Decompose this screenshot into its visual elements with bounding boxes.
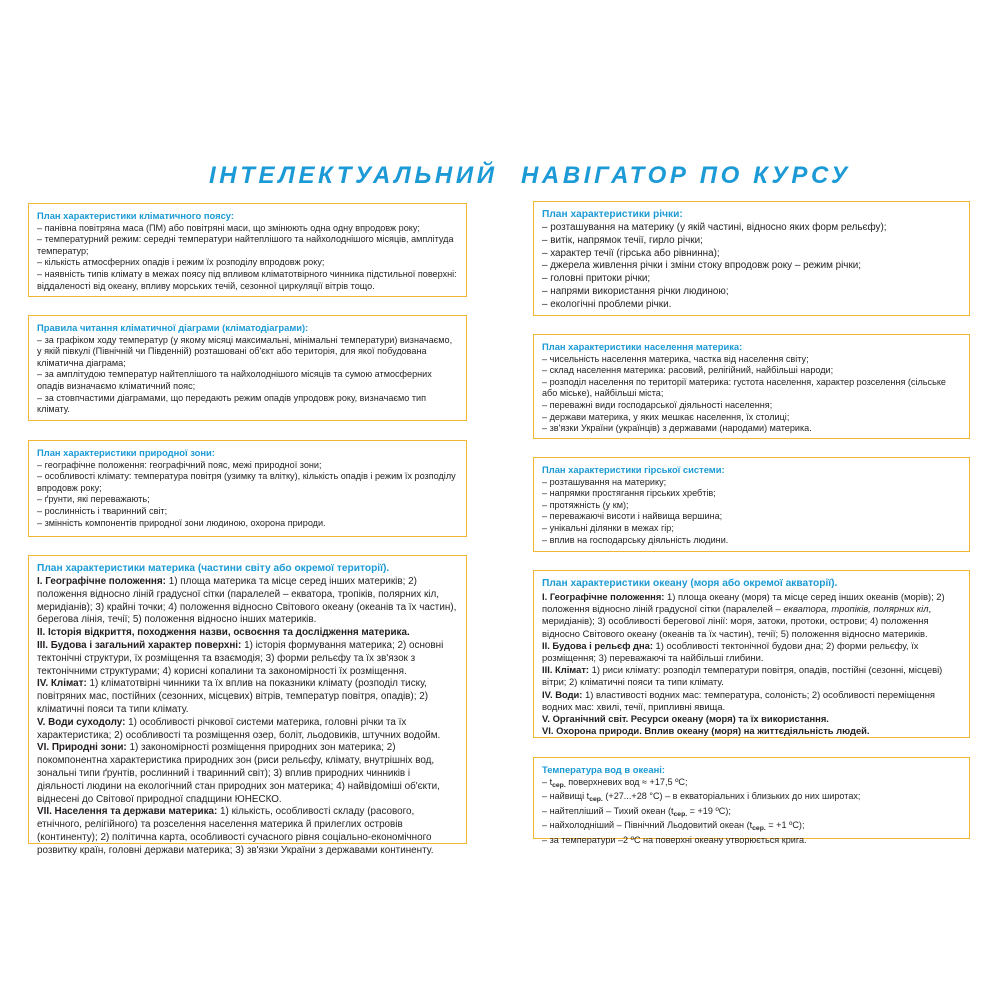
list-item: – склад населення материка: расовий, релігійний, найбільші народи; — [542, 365, 834, 376]
list-item: – джерела живлення річки і зміни стоку впродовж року – режим річки; — [542, 260, 862, 272]
list-item: – держави материка, у яких мешкає населення, їх столиці; — [542, 411, 790, 422]
continent-box — [28, 555, 467, 856]
list-item: – за амплітудою температур найтеплішого та найхолоднішого місяців та сумою атмосферних опадів визначаємо кліматичний пояс; — [37, 369, 432, 391]
list-item: – кількість атмосферних опадів і режим їх розподілу впродовж року; — [37, 257, 325, 268]
ocean-section: V. Органічний світ. Ресурси океану (моря) та їх використання. — [542, 713, 829, 725]
river-heading: План характеристики річки: — [542, 209, 683, 220]
list-item: – чисельність населення материка, частка від населення світу; — [542, 353, 809, 364]
river-box — [533, 201, 970, 316]
continent-section: IV. Клімат: 1) кліматотвірні чинники та їх вплив на показники клімату (розподіл тиску, повітряних мас, постійних (сезонних, місцевих) вітрів, температур повітря, опадів); 2) кліматичні пояси та типи клімату. — [37, 678, 428, 715]
list-item: – екологічні проблеми річки. — [542, 298, 672, 310]
continent-section: ІІІ. Будова і загальний характер поверхні: 1) історія формування материка; 2) основні тектонічні структури, їх розміщення та взаємодія; 3) форми рельєфу та їх зв'язок з тектонічними структурами; 4) корисні копалини та закономірності їх розміщення. — [37, 639, 444, 677]
list-item: – ґрунти, які переважають; — [37, 494, 150, 505]
list-item: – унікальні ділянки в межах гір; — [542, 522, 674, 533]
population-box — [533, 334, 970, 439]
list-item: – найхолодніший – Північний Льодовитий океан ($t_{сер.} = +1$ ºС); — [542, 820, 805, 833]
list-item: – за температури –2 ºС на поверхні океану утворюється крига. — [542, 834, 807, 845]
ocean-heading: План характеристики океану (моря або окремої акваторії). — [542, 578, 838, 589]
continent-section: V. Води суходолу: 1) особливості річкової системи материка, головні річки та їх характеристика; 2) особливості та розміщення озер, боліт, льодовиків, штучних водойм. — [37, 716, 441, 741]
ocean-section: VI. Охорона природи. Вплив океану (моря) на життєдіяльність людей. — [542, 725, 870, 737]
list-item: – $t_{сер.}$ поверхневих вод ≈ +17,5 ºС; — [542, 776, 688, 789]
list-item: – за стовпчастими діаграмами, що передають режим опадів упродовж року, визначаємо тип клімату. — [37, 392, 427, 415]
list-item: – за графіком ходу температур (у якому місяці максимальні, мінімальні температури) визначаємо, у якій півкулі (Північній чи Південній) розташовані об'єкт або територія, для якої побудована кліматична діаграма; — [37, 334, 453, 368]
ocean-temp-heading: Температура вод в океані: — [542, 764, 665, 775]
list-item: – витік, напрямок течії, гирло річки; — [542, 234, 703, 246]
natural-zone-box — [28, 440, 467, 537]
page-title-right: НАВІГАТОР ПО КУРСУ — [521, 162, 851, 189]
list-item: – напрямки простягання гірських хребтів; — [542, 488, 716, 499]
list-item: – переважаючі висоти і найвища вершина; — [542, 511, 723, 522]
list-item: – температурний режим: середні температури найтеплішого та найхолоднішого місяців, амплітуда температур; — [37, 234, 454, 256]
list-item: – розташування на материку (у якій частині, відносно яких форм рельєфу); — [542, 222, 887, 233]
list-item: – розподіл населення по території материка: густота населення, характер розселення (сільське або міське), найбільші міста; — [542, 376, 946, 399]
list-item: – зв'язки України (українців) з державами (народами) материка. — [542, 423, 812, 434]
list-item: – найтепліший – Тихий океан ($t_{сер.} = +19$ ºС); — [542, 805, 731, 818]
list-item: – головні притоки річки; — [542, 273, 651, 285]
climate-diagram-heading: Правила читання кліматичної діаграми (кліматодіаграми): — [37, 322, 309, 333]
list-item: – розташування на материку; — [542, 476, 667, 487]
climate-belt-heading: План характеристики кліматичного поясу: — [37, 210, 235, 221]
ocean-section: ІІІ. Клімат: 1) риси клімату: розподіл температури повітря, опадів, постійні (сезонні, місцеві) вітри; 2) кліматичні пояси та типи клімату. — [542, 664, 943, 688]
ocean-section: ІІ. Будова і рельєф дна: 1) особливості тектонічної будови дна; 2) форми рельєфу, їх розміщення; 3) переважаючі та найбільші глибини. — [542, 639, 919, 664]
continent-heading: План характеристики материка (частини світу або окремої території). — [37, 563, 390, 574]
list-item: – панівна повітряна маса (ПМ) або повітряні маси, що змінюють одна одну впродовж року; — [37, 222, 420, 233]
ocean-temp-box — [533, 757, 970, 845]
ocean-section: І. Географічне положення: 1) площа океану (моря) та місце серед інших океанів (морів); 2) положення відносно ліній градусної сітки (паралелей – екватора, тропіків, полярних кіл, меридіанів); 3) особливості берегової лінії: моря, затоки, протоки, острови; 4) положення відносно Світового океану (океанів та їх частин), течії; 5) положення відносно материків. — [542, 591, 945, 639]
list-item: – наявність типів клімату в межах поясу під впливом кліматотвірного чинника підстильної поверхні: віддаленості від океану, впливу морських течій, сезонної циркуляції вітрів тощо. — [37, 268, 457, 291]
climate-diagram-box — [28, 315, 467, 421]
list-item: – рослинність і тваринний світ; — [37, 505, 168, 516]
continent-section: VII. Населення та держави материка: 1) кількість, особливості складу (расового, етнічного, релігійного) та розселення населення материка й прилеглих островів (континенту); 2) політична карта, особливості сучасного рівня соціально-економічного розвитку країн, головні держави материка; 3) зв'язки України з державами континенту. — [37, 806, 434, 856]
list-item: – напрями використання річки людиною; — [542, 285, 729, 297]
list-item: – змінність компонентів природної зони людиною, охорона природи. — [37, 517, 326, 528]
population-heading: План характеристики населення материка: — [542, 341, 743, 352]
continent-section: VI. Природні зони: 1) закономірності розміщення природних зон материка; 2) покомпонентна характеристика природних зон (риси рельєфу, клімату, внутрішніх вод, зональні типи ґрунтів, рослинний і тваринний світ); 3) вплив природних чинників і діяльності людини на екологічний стан природних зон материка; 4) найвідоміші об'єкти, віднесені до Світової природної спадщини ЮНЕСКО. — [37, 742, 440, 805]
list-item: – найвищі $t_{сер.}$ (+27...+28 °С) – в екваторіальних і близьких до них широтах; — [542, 791, 861, 804]
list-item: – особливості клімату: температура повітря (узимку та влітку), кількість опадів і режим їх розподілу впродовж року; — [37, 471, 456, 493]
climate-belt-box — [28, 203, 467, 297]
list-item: – протяжність (у км); — [542, 499, 629, 510]
continent-section: І. Географічне положення: 1) площа материка та місце серед інших материків; 2) положення відносно ліній градусної сітки (паралелей – екватора, тропіків, полярних кіл, меридіанів); 3) крайні точки; 4) положення відносно Світового океану (океанів та їх частин), берегова лінія, течії; 5) положення відносно інших материків. — [37, 576, 457, 626]
page-title-left: ІНТЕЛЕКТУАЛЬНИЙ — [209, 162, 498, 189]
ocean-section: IV. Води: 1) властивості водних мас: температура, солоність; 2) особливості переміщення водних мас: хвилі, течії, припливні явища. — [542, 688, 935, 712]
mountain-heading: План характеристики гірської системи: — [542, 464, 725, 475]
natural-zone-heading: План характеристики природної зони: — [37, 447, 215, 458]
mountain-box — [533, 457, 970, 552]
list-item: – переважні види господарської діяльності населення; — [542, 399, 773, 410]
list-item: – характер течії (гірська або рівнинна); — [542, 247, 720, 259]
continent-section: ІІ. Історія відкриття, походження назви, освоєння та дослідження материка. — [37, 627, 410, 639]
list-item: – географічне положення: географічний пояс, межі природної зони; — [37, 459, 322, 470]
ocean-box — [533, 570, 970, 738]
list-item: – вплив на господарську діяльність людини. — [542, 534, 729, 545]
